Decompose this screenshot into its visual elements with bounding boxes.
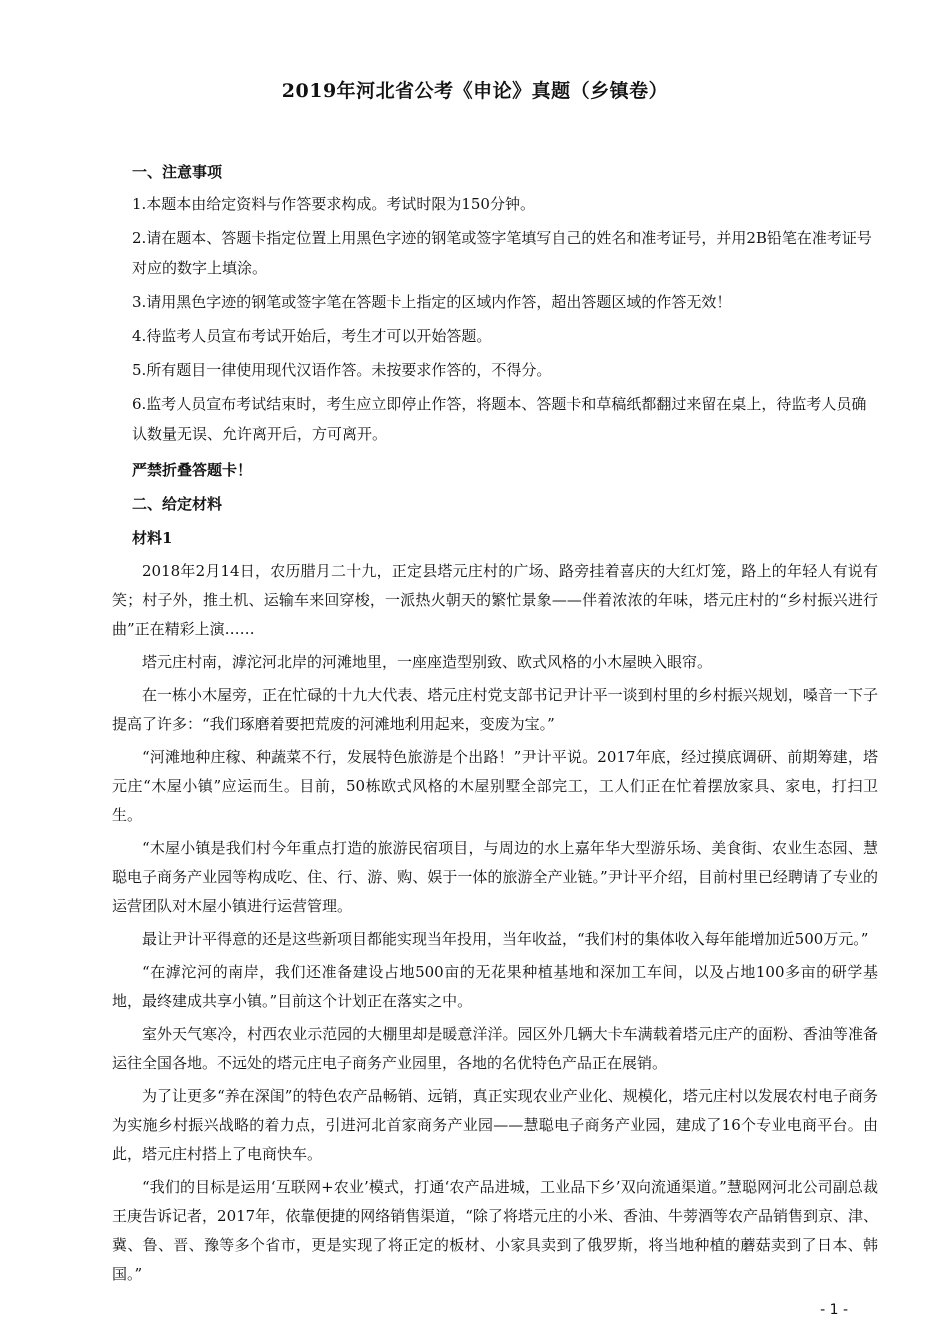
note-item: 6.监考人员宣布考试结束时，考生应立即停止作答，将题本、答题卡和草稿纸都翻过来留在桌上，待监考人员确认数量无误、允许离开后，方可离开。 [132, 395, 867, 443]
material-paragraph: “河滩地种庄稼、种蔬菜不行，发展特色旅游是个出路！”尹计平说。2017年底，经过摸底调研、前期筹建，塔元庄“木屋小镇”应运而生。目前，50栋欧式风格的木屋别墅全部完工，工人们正在忙着摆放家具、家电，打扫卫生。 [112, 748, 878, 824]
page-number: - 1 - [820, 1302, 848, 1318]
material-paragraph: “在滹沱河的南岸，我们还准备建设占地500亩的无花果种植基地和深加工车间，以及占地100多亩的研学基地，最终建成共享小镇。”目前这个计划正在落实之中。 [112, 963, 878, 1010]
note-item: 3.请用黑色字迹的钢笔或签字笔在答题卡上指定的区域内作答，超出答题区域的作答无效！ [132, 293, 732, 311]
material-paragraph: 室外天气寒冷，村西农业示范园的大棚里却是暖意洋洋。园区外几辆大卡车满载着塔元庄产的面粉、香油等准备运往全国各地。不远处的塔元庄电子商务产业园里，各地的名优特色产品正在展销。 [112, 1025, 878, 1072]
note-item: 1.本题本由给定资料与作答要求构成。考试时限为150分钟。 [132, 195, 535, 213]
material-paragraph: 2018年2月14日，农历腊月二十九，正定县塔元庄村的广场、路旁挂着喜庆的大红灯笼，路上的年轻人有说有笑；村子外，推土机、运输车来回穿梭，一派热火朝天的繁忙景象——伴着浓浓的年味，塔元庄村的“乡村振兴进行曲”正在精彩上演…… [112, 562, 878, 638]
material-paragraph: 为了让更多“养在深闺”的特色农产品畅销、远销，真正实现农业产业化、规模化，塔元庄村以发展农村电子商务为实施乡村振兴战略的着力点，引进河北首家商务产业园——慧聪电子商务产业园，建成了16个专业电商平台。由此，塔元庄村搭上了电商快车。 [112, 1087, 878, 1163]
material-paragraph: 塔元庄村南，滹沱河北岸的河滩地里，一座座造型别致、欧式风格的小木屋映入眼帘。 [142, 653, 713, 671]
material-paragraph: 最让尹计平得意的还是这些新项目都能实现当年投用，当年收益，“我们村的集体收入每年能增加近500万元。” [142, 930, 869, 948]
document-title: 2019年河北省公考《申论》真题（乡镇卷） [281, 80, 669, 102]
section-heading-materials: 二、给定材料 [132, 495, 223, 513]
note-item: 4.待监考人员宣布考试开始后，考生才可以开始答题。 [132, 327, 492, 345]
section-heading-notes: 一、注意事项 [132, 163, 223, 181]
material-paragraph: “我们的目标是运用‘互联网+农业’模式，打通‘农产品进城，工业品下乡’双向流通渠道。”慧聪网河北公司副总裁王庚告诉记者，2017年，依靠便捷的网络销售渠道，“除了将塔元庄的小米、香油、牛蒡酒等农产品销售到京、津、冀、鲁、晋、豫等多个省市，更是实现了将正定的板材、小家具卖到了俄罗斯，将当地种植的蘑菇卖到了日本、韩国。” [112, 1178, 878, 1283]
material-paragraph: “木屋小镇是我们村今年重点打造的旅游民宿项目，与周边的水上嘉年华大型游乐场、美食街、农业生态园、慧聪电子商务产业园等构成吃、住、行、游、购、娱于一体的旅游全产业链。”尹计平介绍，目前村里已经聘请了专业的运营团队对木屋小镇进行运营管理。 [112, 839, 878, 915]
material-label: 材料1 [132, 529, 173, 547]
note-item: 2.请在题本、答题卡指定位置上用黑色字迹的钢笔或签字笔填写自己的姓名和准考证号，并用2B铅笔在准考证号对应的数字上填涂。 [132, 229, 872, 277]
note-item: 5.所有题目一律使用现代汉语作答。未按要求作答的，不得分。 [132, 361, 552, 379]
material-paragraph: 在一栋小木屋旁，正在忙碌的十九大代表、塔元庄村党支部书记尹计平一谈到村里的乡村振兴规划，嗓音一下子提高了许多：“我们琢磨着要把荒废的河滩地利用起来，变废为宝。” [112, 686, 878, 733]
warning-text: 严禁折叠答题卡！ [132, 461, 253, 479]
